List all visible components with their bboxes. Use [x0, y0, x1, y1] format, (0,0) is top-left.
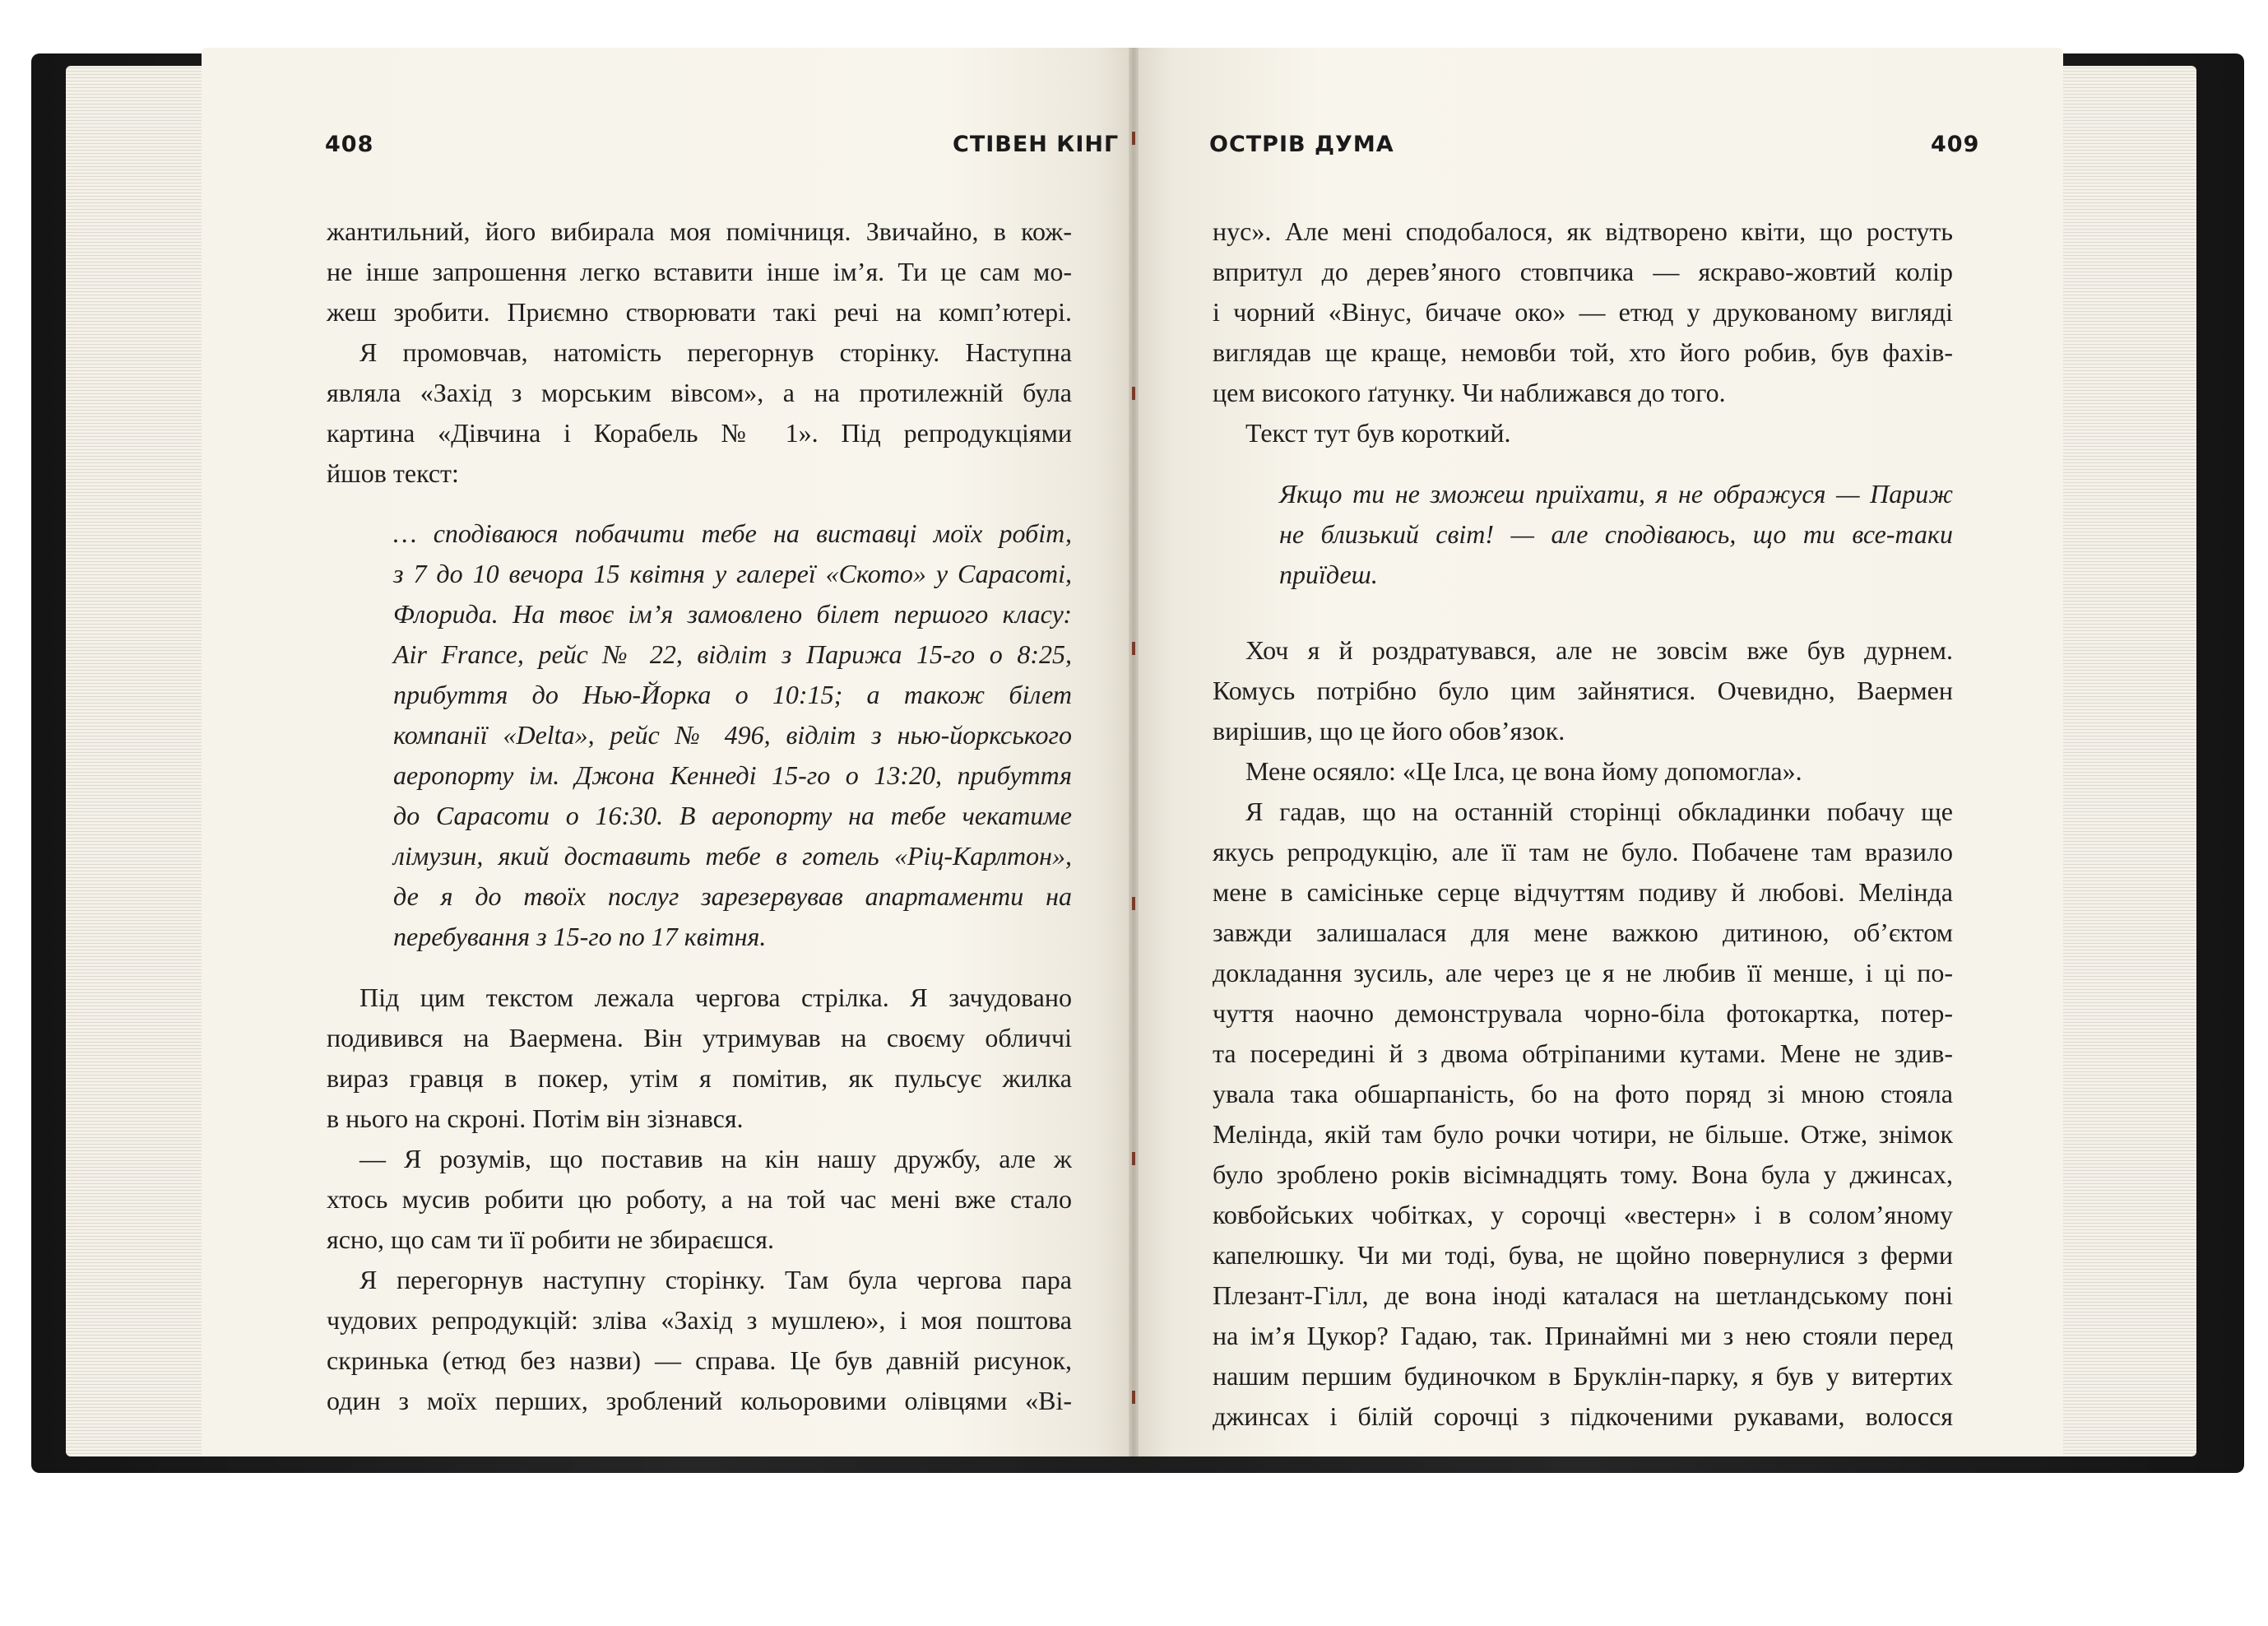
letter-line: перебування з 15-го по 17 квітня. [393, 922, 767, 951]
letter-line: компанії «Delta», рейс № 496, відліт з нью-йоркського [393, 720, 1072, 750]
text-line: жантильний, його вибирала моя помічниця. Звичайно, в кож- [327, 216, 1072, 246]
letter-line: до Сарасоти о 16:30. В аеропорту на тебе чекатиме [393, 801, 1072, 830]
text-line: капелюшку. Чи ми тоді, бува, не щойно повернулися з ферми [1213, 1240, 1953, 1270]
text-line: Комусь потрібно було цим зайнятися. Очевидно, Ваермен [1213, 676, 1953, 705]
letter-line: аеропорту ім. Джона Кеннеді 15-го о 13:20, прибуття [393, 760, 1072, 790]
text-line: Я промовчав, натомість перегорнув сторінку. Наступна [359, 337, 1072, 367]
text-line: Під цим текстом лежала чергова стрілка. Я зачудовано [359, 983, 1072, 1012]
text-line: на ім’я Цукор? Гадаю, так. Принаймні ми з нею стояли перед [1213, 1321, 1953, 1350]
right-running-head: ОСТРІВ ДУМА [1209, 132, 1394, 157]
text-line: ясно, що сам ти її робити не збираєшся. [327, 1224, 775, 1254]
text-line: докладання зусиль, але через це я не любив її менше, і ці по- [1213, 958, 1953, 987]
text-line: Я перегорнув наступну сторінку. Там була чергова пара [359, 1265, 1072, 1294]
text-line: цем високого ґатунку. Чи наближався до того. [1213, 378, 1726, 407]
book-gutter [1129, 48, 1139, 1456]
letter-line: прибуття до Нью-Йорка о 10:15; а також білет [393, 680, 1072, 709]
right-page-number: 409 [1931, 132, 1980, 157]
text-line: Мелінда, якій там було рочки чотири, не більше. Отже, знімок [1213, 1119, 1953, 1149]
binding-stitch [1132, 897, 1135, 910]
binding-stitch [1132, 1152, 1135, 1165]
text-line: в нього на скроні. Потім він зізнався. [327, 1103, 744, 1133]
text-line: Плезант-Гілл, де вона іноді каталася на шетландському поні [1213, 1280, 1953, 1310]
text-line: являла «Захід з морським вівсом», а на протилежній була [327, 378, 1072, 407]
text-line: чудових репродукцій: зліва «Захід з мушлею», і моя поштова [327, 1305, 1072, 1335]
text-line: картина «Дівчина і Корабель № 1». Під репродукціями [327, 418, 1072, 448]
letter-line: не близький світ! — але сподіваюсь, що ти все-таки [1279, 519, 1953, 549]
letter-line: приїдеш. [1279, 560, 1378, 589]
text-line: ковбойських чобітках, у сорочці «вестерн» і в солом’яному [1213, 1200, 1953, 1229]
text-line: увала така обшарпаність, бо на фото поряд зі мною стояла [1213, 1079, 1953, 1108]
text-line: та посередині й з двома обтріпаними кутами. Мене не здив- [1213, 1038, 1953, 1068]
text-line: було зроблено років вісімнадцять тому. Вона була у джинсах, [1213, 1159, 1953, 1189]
letter-line: Якщо ти не зможеш приїхати, я не ображуся — Париж [1279, 479, 1953, 509]
text-line: йшов текст: [327, 458, 459, 488]
text-line: і чорний «Вінус, бичаче око» — етюд у друкованому вигляді [1213, 297, 1953, 327]
text-line: Текст тут був короткий. [1245, 418, 1511, 448]
text-line: виглядав ще краще, немовби той, хто його робив, був фахів- [1213, 337, 1953, 367]
left-page-number: 408 [325, 132, 374, 157]
binding-stitch [1132, 387, 1135, 400]
text-line: нашим першим будиночком в Бруклін-парку, я був у витертих [1213, 1361, 1953, 1391]
binding-stitch [1132, 132, 1135, 145]
binding-stitch [1132, 642, 1135, 655]
text-line: один з моїх перших, зроблений кольоровими олівцями «Ві- [327, 1386, 1072, 1415]
text-line: джинсах і білій сорочці з підкоченими рукавами, волосся [1213, 1401, 1953, 1431]
left-running-head: СТІВЕН КІНГ [953, 132, 1120, 157]
letter-line: … сподіваюся побачити тебе на виставці моїх робіт, [393, 518, 1072, 548]
letter-line: Air France, рейс № 22, відліт з Парижа 15-го о 8:25, [393, 639, 1072, 669]
text-line: завжди залишалася для мене важкою дитиною, об’єктом [1213, 918, 1953, 947]
text-line: Мене осяяло: «Це Ілса, це вона йому допомогла». [1245, 756, 1802, 786]
text-line: скринька (етюд без назви) — справа. Це був давній рисунок, [327, 1345, 1072, 1375]
text-line: Хоч я й роздратувався, але не зовсім вже був дурнем. [1245, 635, 1953, 665]
text-line: Я гадав, що на останній сторінці обкладинки побачу ще [1245, 797, 1953, 826]
text-line: чуття наочно демонструвала чорно-біла фотокартка, потер- [1213, 998, 1953, 1028]
text-line: не інше запрошення легко вставити інше ім’я. Ти це сам мо- [327, 257, 1072, 286]
letter-line: лімузин, який доставить тебе в готель «Ріц-Карлтон», [393, 841, 1072, 871]
text-line: вирішив, що це його обов’язок. [1213, 716, 1565, 746]
text-line: впритул до дерев’яного стовпчика — яскраво-жовтий колір [1213, 257, 1953, 286]
letter-line: з 7 до 10 вечора 15 квітня у галереї «Ското» у Сарасоті, [393, 559, 1072, 588]
text-line: — Я розумів, що поставив на кін нашу дружбу, але ж [359, 1144, 1072, 1173]
text-line: подивився на Ваермена. Він утримував на своєму обличчі [327, 1023, 1072, 1052]
text-line: мене в самісіньке серце відчуттям подиву й любові. Мелінда [1213, 877, 1953, 907]
letter-line: де я до твоїх послуг зарезервував апартаменти на [393, 881, 1072, 911]
text-line: жеш зробити. Приємно створювати такі речі на комп’ютері. [327, 297, 1072, 327]
binding-stitch [1132, 1391, 1135, 1404]
text-line: якусь репродукцію, але її там не було. Побачене там вразило [1213, 837, 1953, 866]
text-line: хтось мусив робити цю роботу, а на той час мені вже стало [327, 1184, 1072, 1214]
letter-line: Флорида. На твоє ім’я замовлено білет першого класу: [393, 599, 1072, 629]
text-line: нус». Але мені сподобалося, як відтворено квіти, що ростуть [1213, 216, 1953, 246]
text-line: вираз гравця в покер, утім я помітив, як пульсує жилка [327, 1063, 1072, 1093]
